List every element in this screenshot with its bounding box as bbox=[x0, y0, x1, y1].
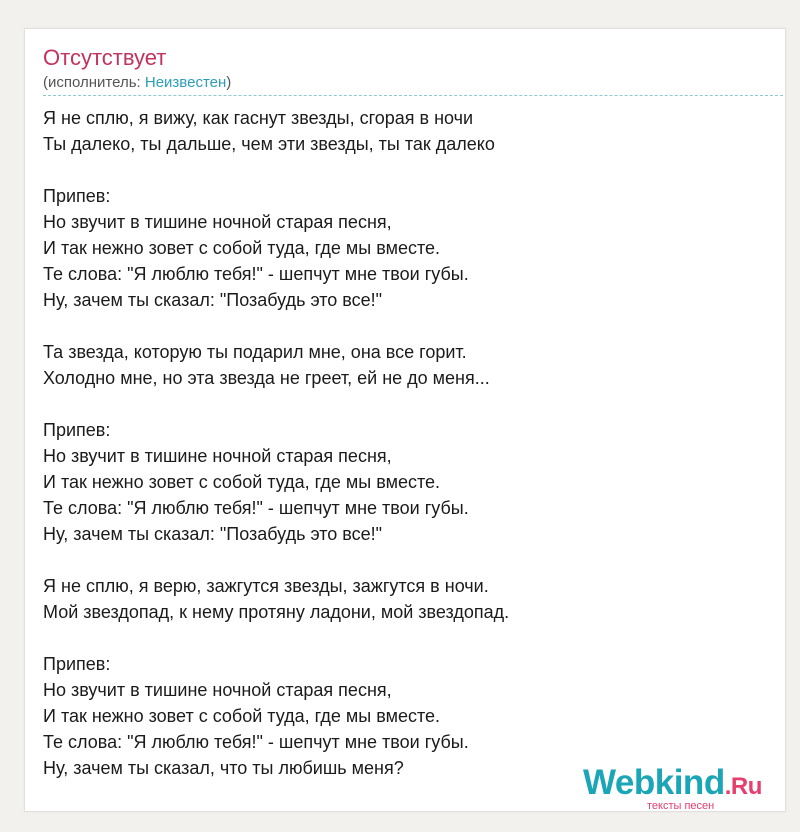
artist-link[interactable]: Неизвестен bbox=[144, 74, 227, 91]
artist-line bbox=[43, 74, 231, 92]
song-title: Отсутствует bbox=[43, 45, 167, 70]
artist-prefix: (исполнитель: bbox=[43, 74, 145, 91]
lyrics-card bbox=[24, 28, 786, 812]
logo-tagline: тексты песен bbox=[647, 800, 715, 812]
title-divider bbox=[43, 95, 783, 96]
lyrics-text: Я не сплю, я вижу, как гаснут звезды, сгорая в ночи Ты далеко, ты дальше, чем эти звезды, ты так далеко Припев: Но звучит в тишине ночной старая песня, И так нежно зовет с собой туда, где мы вместе. Те слова: "Я люблю тебя!" - шепчут мне твои губы. Ну, зачем ты сказал: "Позабудь это все!" Та звезда, которую ты подарил мне, она все горит. Холодно мне, но эта звезда не греет, ей не до меня... Припев: Но звучит в тишине ночной старая песня, И так нежно зовет с собой туда, где мы вместе. Те слова: "Я люблю тебя!" - шепчут мне твои губы. Ну, зачем ты сказал: "Позабудь это все!" Я не сплю, я верю, зажгутся звезды, зажгутся в ночи. Мой звездопад, к нему протяну ладони, мой звездопад. Припев: Но звучит в тишине ночной старая песня, И так нежно зовет с собой туда, где мы вместе. Те слова: "Я люблю тебя!" - шепчут мне твои губы. Ну, зачем ты сказал, что ты любишь меня? bbox=[43, 108, 510, 778]
logo-main-text: Webkind bbox=[583, 763, 725, 802]
artist-suffix: ) bbox=[226, 74, 232, 91]
site-logo[interactable] bbox=[583, 763, 779, 813]
logo-suffix: .Ru bbox=[724, 773, 762, 800]
